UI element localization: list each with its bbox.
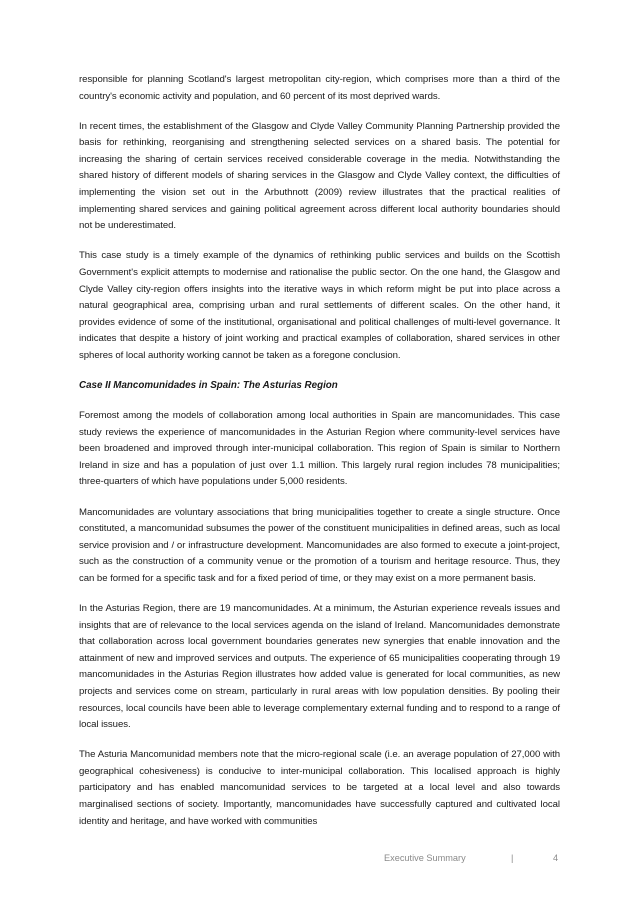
paragraph-mancomunidades-overview: Foremost among the models of collaboration among local authorities in Spain are mancomunidades. This case study reviews the experience of mancomunidades in the Asturian Region where community-level services have been broadened and improved through inter-municipal collaboration. This region of Spain is similar to Northern Ireland in size and has a population of just over 1.1 million. This largely rural region includes 78 municipalities; three-quarters of which have populations under 5,000 residents. bbox=[79, 410, 560, 488]
page-footer bbox=[0, 853, 638, 867]
paragraph-micro-regional-scale: The Asturia Mancomunidad members note that the micro-regional scale (i.e. an average population of 27,000 with geographical cohesiveness) is conducive to inter-municipal collaboration. This localised approach is highly participatory and has enabled mancomunidad services to be targeted at a local level and also towards marginalised sections of society. Importantly, mancomunidades have successfully captured and cultivated local identity and heritage, and have worked with communities bbox=[79, 749, 560, 827]
paragraph-scotland-intro: responsible for planning Scotland's largest metropolitan city-region, which comprises more than a third of the country's economic activity and population, and 60 percent of its most deprived wards. bbox=[79, 74, 560, 102]
section-heading-case-ii: Case II Mancomunidades in Spain: The Asturias Region bbox=[79, 380, 338, 391]
footer-page-number: 4 bbox=[553, 853, 559, 863]
paragraph-asturias-region: In the Asturias Region, there are 19 mancomunidades. At a minimum, the Asturian experience reveals issues and insights that are of relevance to the local services agenda on the island of Ireland. Mancomunidades demonstrate that collaboration across local government boundaries generates new synergies that enable innovation and the attainment of new and improved services and outputs. The experience of 65 municipalities cooperating through 19 mancomunidades in the Asturias Region illustrates how added value is generated for local communities, as new projects and services come on stream, particularly in rural areas with low population densities. By pooling their resources, local councils have been able to leverage complementary external funding and to respond to a range of local issues. bbox=[79, 603, 560, 731]
footer-section-label: Executive Summary bbox=[384, 853, 466, 863]
footer-separator: | bbox=[511, 853, 514, 863]
paragraph-voluntary-associations: Mancomunidades are voluntary associations that bring municipalities together to create a single structure. Once constituted, a mancomunidad subsumes the power of the constituent municipalities in defined areas, such as local service provision and / or infrastructure development. Mancomunidades are also formed to execute a joint-project, such as the construction of a community venue or the promotion of a tourism and heritage resource. Thus, they can be formed for a specific task and for a fixed period of time, or they may exist on a more permanent basis. bbox=[79, 506, 560, 584]
paragraph-case-study-dynamics: This case study is a timely example of the dynamics of rethinking public services and builds on the Scottish Government's explicit attempts to modernise and rationalise the public sector. On the one hand, the Glasgow and Clyde Valley city-region offers insights into the iterative ways in which reform might be put into place across a natural geographical area, comprising urban and rural settlements of different scales. On the other hand, it provides evidence of some of the institutional, organisational and political challenges of multi-level governance. It indicates that despite a history of joint working and practical examples of collaboration, shared services in other spheres of local authority working cannot be taken as a foregone conclusion. bbox=[79, 250, 560, 361]
paragraph-glasgow-partnership: In recent times, the establishment of the Glasgow and Clyde Valley Community Planning Partnership provided the basis for rethinking, reorganising and strengthening selected services on a shared basis. The potential for increasing the sharing of certain services received considerable coverage in the media. Notwithstanding the shared history of different models of sharing services in the Glasgow and Clyde Valley context, the difficulties of implementing the vision set out in the Arbuthnott (2009) review illustrates that the practical realities of implementing shared services and gaining political agreement across different local authority boundaries should not be underestimated. bbox=[79, 120, 560, 232]
page-body bbox=[79, 72, 560, 844]
